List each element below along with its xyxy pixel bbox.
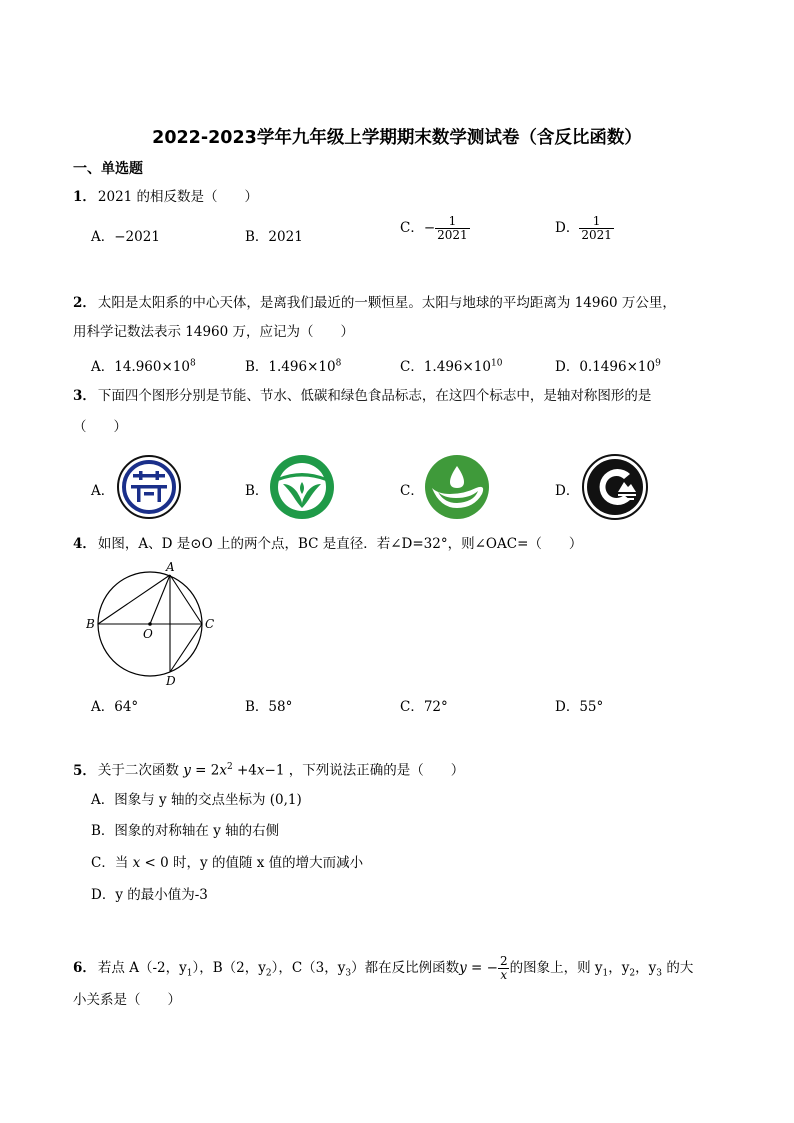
q4-option-c bbox=[400, 695, 448, 715]
q5-option-c bbox=[91, 853, 363, 873]
label-a: A bbox=[166, 560, 175, 574]
page-title: 2022-2023学年九年级上学期期末数学测试卷（含反比函数） bbox=[152, 128, 642, 148]
numerator: 1 bbox=[592, 214, 601, 228]
label-b: B bbox=[86, 617, 95, 631]
label-d: D bbox=[166, 674, 176, 688]
math-text: < 0 bbox=[140, 855, 169, 871]
option-label: A． bbox=[91, 229, 115, 245]
section-heading: 一、单选题 bbox=[73, 161, 143, 177]
math-text: +4 bbox=[232, 762, 257, 779]
denominator: x bbox=[500, 968, 508, 982]
option-label: B． bbox=[245, 359, 269, 375]
question-text: 太阳是太阳系的中心天体，是离我们最近的一颗恒星。太阳与地球的平均距离为 14960 万公里， bbox=[97, 295, 676, 311]
question-3-line2: （ ） bbox=[73, 419, 127, 435]
option-value: 2021 bbox=[268, 229, 303, 245]
fraction bbox=[579, 215, 614, 242]
question-5 bbox=[73, 757, 464, 781]
question-3 bbox=[73, 386, 651, 406]
question-text: ，下列说法正确的是（ ） bbox=[284, 762, 465, 779]
option-label: B． bbox=[245, 699, 269, 715]
question-text: 关于二次函数 bbox=[97, 762, 184, 779]
q1-option-c bbox=[400, 215, 470, 242]
option-value: 64° bbox=[114, 699, 139, 715]
question-number: 5． bbox=[73, 762, 96, 779]
q4-option-d bbox=[555, 695, 603, 715]
segment-ac bbox=[170, 575, 202, 624]
question-2 bbox=[73, 293, 676, 313]
question-text: 2021 的相反数是（ ） bbox=[97, 189, 259, 205]
numerator: 2 bbox=[499, 954, 508, 968]
option-value: 0.1496×10 bbox=[579, 359, 656, 375]
question-text: 的大 bbox=[662, 960, 694, 976]
minus-sign: − bbox=[423, 220, 436, 236]
option-text: C．当 bbox=[91, 855, 133, 871]
option-label: C． bbox=[400, 699, 424, 715]
subscript: 3 bbox=[345, 968, 352, 979]
question-text: 如图，A、D 是⊙O 上的两个点，BC 是直径．若∠D=32°，则∠OAC=（ ） bbox=[97, 536, 583, 552]
subscript: 1 bbox=[186, 968, 193, 979]
exponent: 2 bbox=[226, 762, 233, 772]
q3-option-a-label: A． bbox=[91, 483, 115, 499]
question-text: 若点 A（-2，y bbox=[97, 960, 187, 976]
question-text: 下面四个图形分别是节能、节水、低碳和绿色食品标志，在这四个标志中，是轴对称图形的是 bbox=[97, 388, 652, 404]
question-number: 3． bbox=[73, 388, 96, 404]
q5-option-d: D．y 的最小值为-3 bbox=[91, 887, 208, 903]
q4-option-a bbox=[91, 695, 138, 715]
option-label: B． bbox=[245, 229, 269, 245]
question-text: ）都在反比例函数 bbox=[351, 960, 460, 976]
exponent: 9 bbox=[655, 358, 661, 369]
question-6-line2: 小关系是（ ） bbox=[73, 992, 181, 1008]
q2-option-b bbox=[245, 355, 341, 375]
option-label: C． bbox=[400, 220, 424, 236]
option-label: D． bbox=[555, 699, 580, 715]
math-var: y bbox=[183, 762, 191, 779]
segment-dc bbox=[170, 624, 202, 672]
question-6 bbox=[73, 955, 693, 984]
q1-option-b bbox=[245, 225, 303, 245]
option-value: 72° bbox=[423, 699, 448, 715]
question-text: ），B（2，y bbox=[192, 960, 266, 976]
q2-option-d bbox=[555, 355, 661, 375]
q2-option-a bbox=[91, 355, 196, 375]
question-text: 的图象上，则 y bbox=[509, 960, 603, 976]
segment-ab bbox=[98, 575, 170, 624]
option-text: 时，y 的值随 x 值的增大而减小 bbox=[168, 855, 364, 871]
option-value: 14.960×10 bbox=[114, 359, 190, 375]
subscript: 1 bbox=[602, 968, 609, 979]
circle-geometry-figure bbox=[86, 560, 226, 690]
q3-option-c-label: C． bbox=[400, 483, 424, 499]
water-saving-logo-icon bbox=[269, 454, 335, 520]
option-value: 55° bbox=[579, 699, 604, 715]
energy-saving-logo-icon bbox=[116, 454, 182, 520]
numerator: 1 bbox=[448, 214, 457, 228]
option-label: A． bbox=[91, 699, 115, 715]
label-o: O bbox=[143, 627, 153, 641]
question-4 bbox=[73, 534, 582, 554]
math-var: x bbox=[132, 855, 141, 871]
q1-option-d bbox=[555, 215, 614, 242]
q3-option-b-label: B． bbox=[245, 483, 269, 499]
math-var: x bbox=[256, 762, 265, 779]
center-point bbox=[148, 622, 152, 626]
option-label: A． bbox=[91, 359, 115, 375]
fraction bbox=[435, 215, 470, 242]
math-text: = − bbox=[466, 960, 498, 976]
low-carbon-logo-icon bbox=[424, 454, 490, 520]
q3-option-d-label: D． bbox=[555, 483, 580, 499]
subscript: 2 bbox=[629, 968, 636, 979]
fraction bbox=[498, 955, 510, 982]
math-var: x bbox=[219, 762, 227, 779]
question-number: 2． bbox=[73, 295, 96, 311]
question-text: ，y bbox=[635, 960, 657, 976]
subscript: 3 bbox=[656, 968, 663, 979]
question-number: 6． bbox=[73, 960, 96, 976]
question-number: 4． bbox=[73, 536, 96, 552]
question-2-line2: 用科学记数法表示 14960 万，应记为（ ） bbox=[73, 324, 355, 340]
question-text: ），C（3，y bbox=[271, 960, 346, 976]
subscript: 2 bbox=[265, 968, 272, 979]
option-value: −2021 bbox=[114, 229, 160, 245]
denominator: 2021 bbox=[437, 228, 468, 242]
math-text: = 2 bbox=[190, 762, 220, 779]
q2-option-c bbox=[400, 355, 502, 375]
question-text: ，y bbox=[608, 960, 630, 976]
q5-option-a: A．图象与 y 轴的交点坐标为 (0,1) bbox=[91, 792, 302, 808]
option-label: D． bbox=[555, 359, 580, 375]
math-var: y bbox=[459, 960, 467, 976]
exponent: 8 bbox=[189, 358, 196, 369]
denominator: 2021 bbox=[581, 228, 612, 242]
question-1 bbox=[73, 187, 258, 207]
label-c: C bbox=[205, 617, 215, 631]
option-label: C． bbox=[400, 359, 424, 375]
green-food-logo-icon bbox=[582, 454, 648, 520]
option-value: 1.496×10 bbox=[268, 359, 336, 375]
question-number: 1． bbox=[73, 189, 96, 205]
math-text: −1 bbox=[264, 762, 285, 779]
option-value: 1.496×10 bbox=[423, 359, 491, 375]
exponent: 8 bbox=[335, 358, 342, 369]
option-label: D． bbox=[555, 220, 580, 236]
q5-option-b: B．图象的对称轴在 y 轴的右侧 bbox=[91, 823, 280, 839]
exponent: 10 bbox=[490, 358, 503, 369]
option-value: 58° bbox=[268, 699, 293, 715]
q4-option-b bbox=[245, 695, 292, 715]
q1-option-a bbox=[91, 225, 160, 245]
